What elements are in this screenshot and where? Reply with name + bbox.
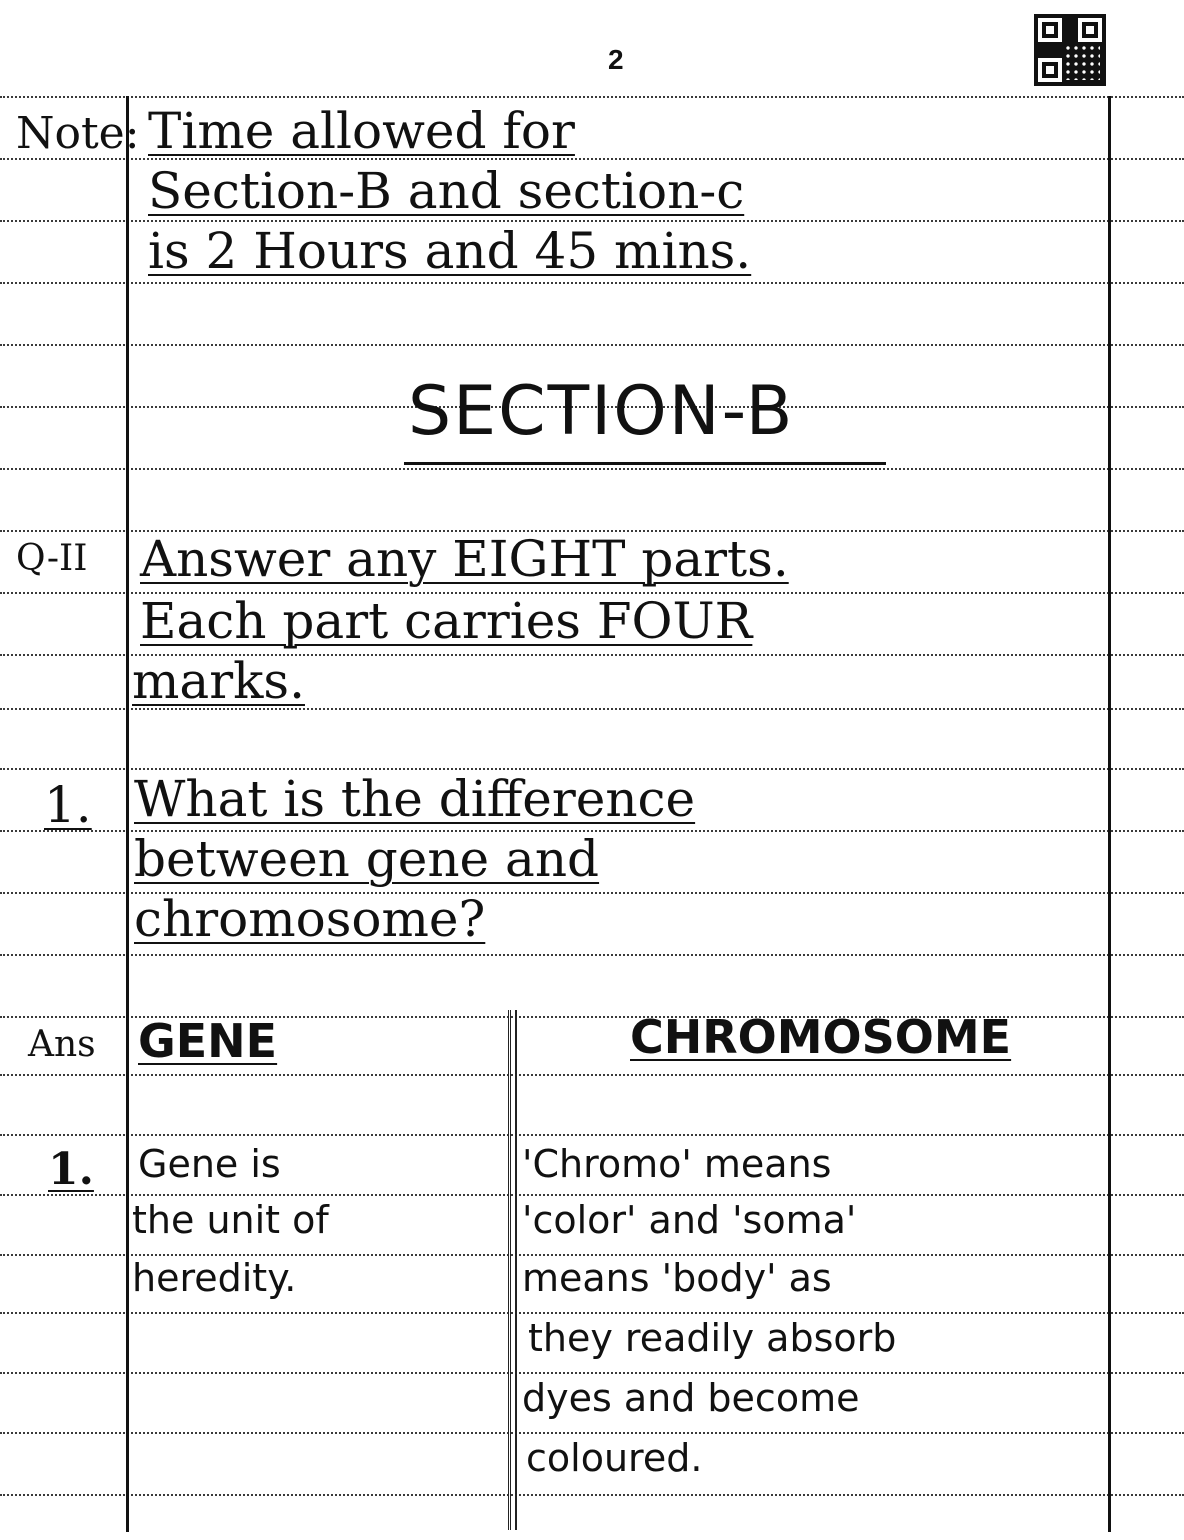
question-group-line-1: Answer any EIGHT parts. [140, 530, 789, 588]
qr-finder [1078, 18, 1102, 42]
answer-row-1-number: 1. [48, 1144, 94, 1195]
question-1-line-1: What is the difference [134, 770, 696, 828]
chromosome-line-4: they readily absorb [528, 1316, 897, 1360]
question-group-label: Q-II [16, 538, 88, 579]
gene-line-1: Gene is [138, 1142, 281, 1186]
page-number: 2 [608, 44, 624, 75]
note-line-2: Section-B and section-c [148, 162, 745, 220]
qr-code-icon [1034, 14, 1106, 86]
rule-line [0, 1494, 1184, 1496]
rule-line [0, 1372, 1184, 1374]
question-group-line-2: Each part carries FOUR [140, 592, 753, 650]
question-1-number: 1. [44, 776, 92, 834]
question-group-line-3: marks. [132, 652, 305, 710]
rule-line [0, 954, 1184, 956]
question-1-line-3: chromosome? [134, 890, 486, 948]
qr-finder [1038, 18, 1062, 42]
answer-label: Ans [28, 1024, 96, 1065]
rule-line [0, 1432, 1184, 1434]
column-header-chromosome: CHROMOSOME [630, 1010, 1012, 1064]
left-margin-line [126, 96, 129, 1532]
gene-line-2: the unit of [132, 1198, 329, 1242]
note-label: Note: [16, 108, 140, 159]
question-1-line-2: between gene and [134, 830, 600, 888]
chromosome-line-5: dyes and become [522, 1376, 860, 1420]
rule-line [0, 96, 1184, 98]
qr-finder [1038, 58, 1062, 82]
chromosome-line-3: means 'body' as [522, 1256, 832, 1300]
rule-line [0, 1074, 1184, 1076]
rule-line [0, 1134, 1184, 1136]
column-divider [508, 1010, 517, 1530]
rule-line [0, 282, 1184, 284]
chromosome-line-1: 'Chromo' means [522, 1142, 832, 1186]
chromosome-line-6: coloured. [526, 1436, 703, 1480]
section-title-underline [404, 462, 886, 465]
chromosome-line-2: 'color' and 'soma' [522, 1198, 857, 1242]
column-header-gene: GENE [138, 1014, 278, 1068]
rule-line [0, 468, 1184, 470]
right-margin-line [1108, 96, 1111, 1532]
gene-line-3: heredity. [132, 1256, 297, 1300]
qr-modules [1064, 44, 1100, 80]
rule-line [0, 344, 1184, 346]
note-line-1: Time allowed for [148, 102, 575, 160]
note-line-3: is 2 Hours and 45 mins. [148, 222, 752, 280]
rule-line [0, 1312, 1184, 1314]
rule-line [0, 1194, 1184, 1196]
section-title: SECTION-B [408, 372, 795, 451]
